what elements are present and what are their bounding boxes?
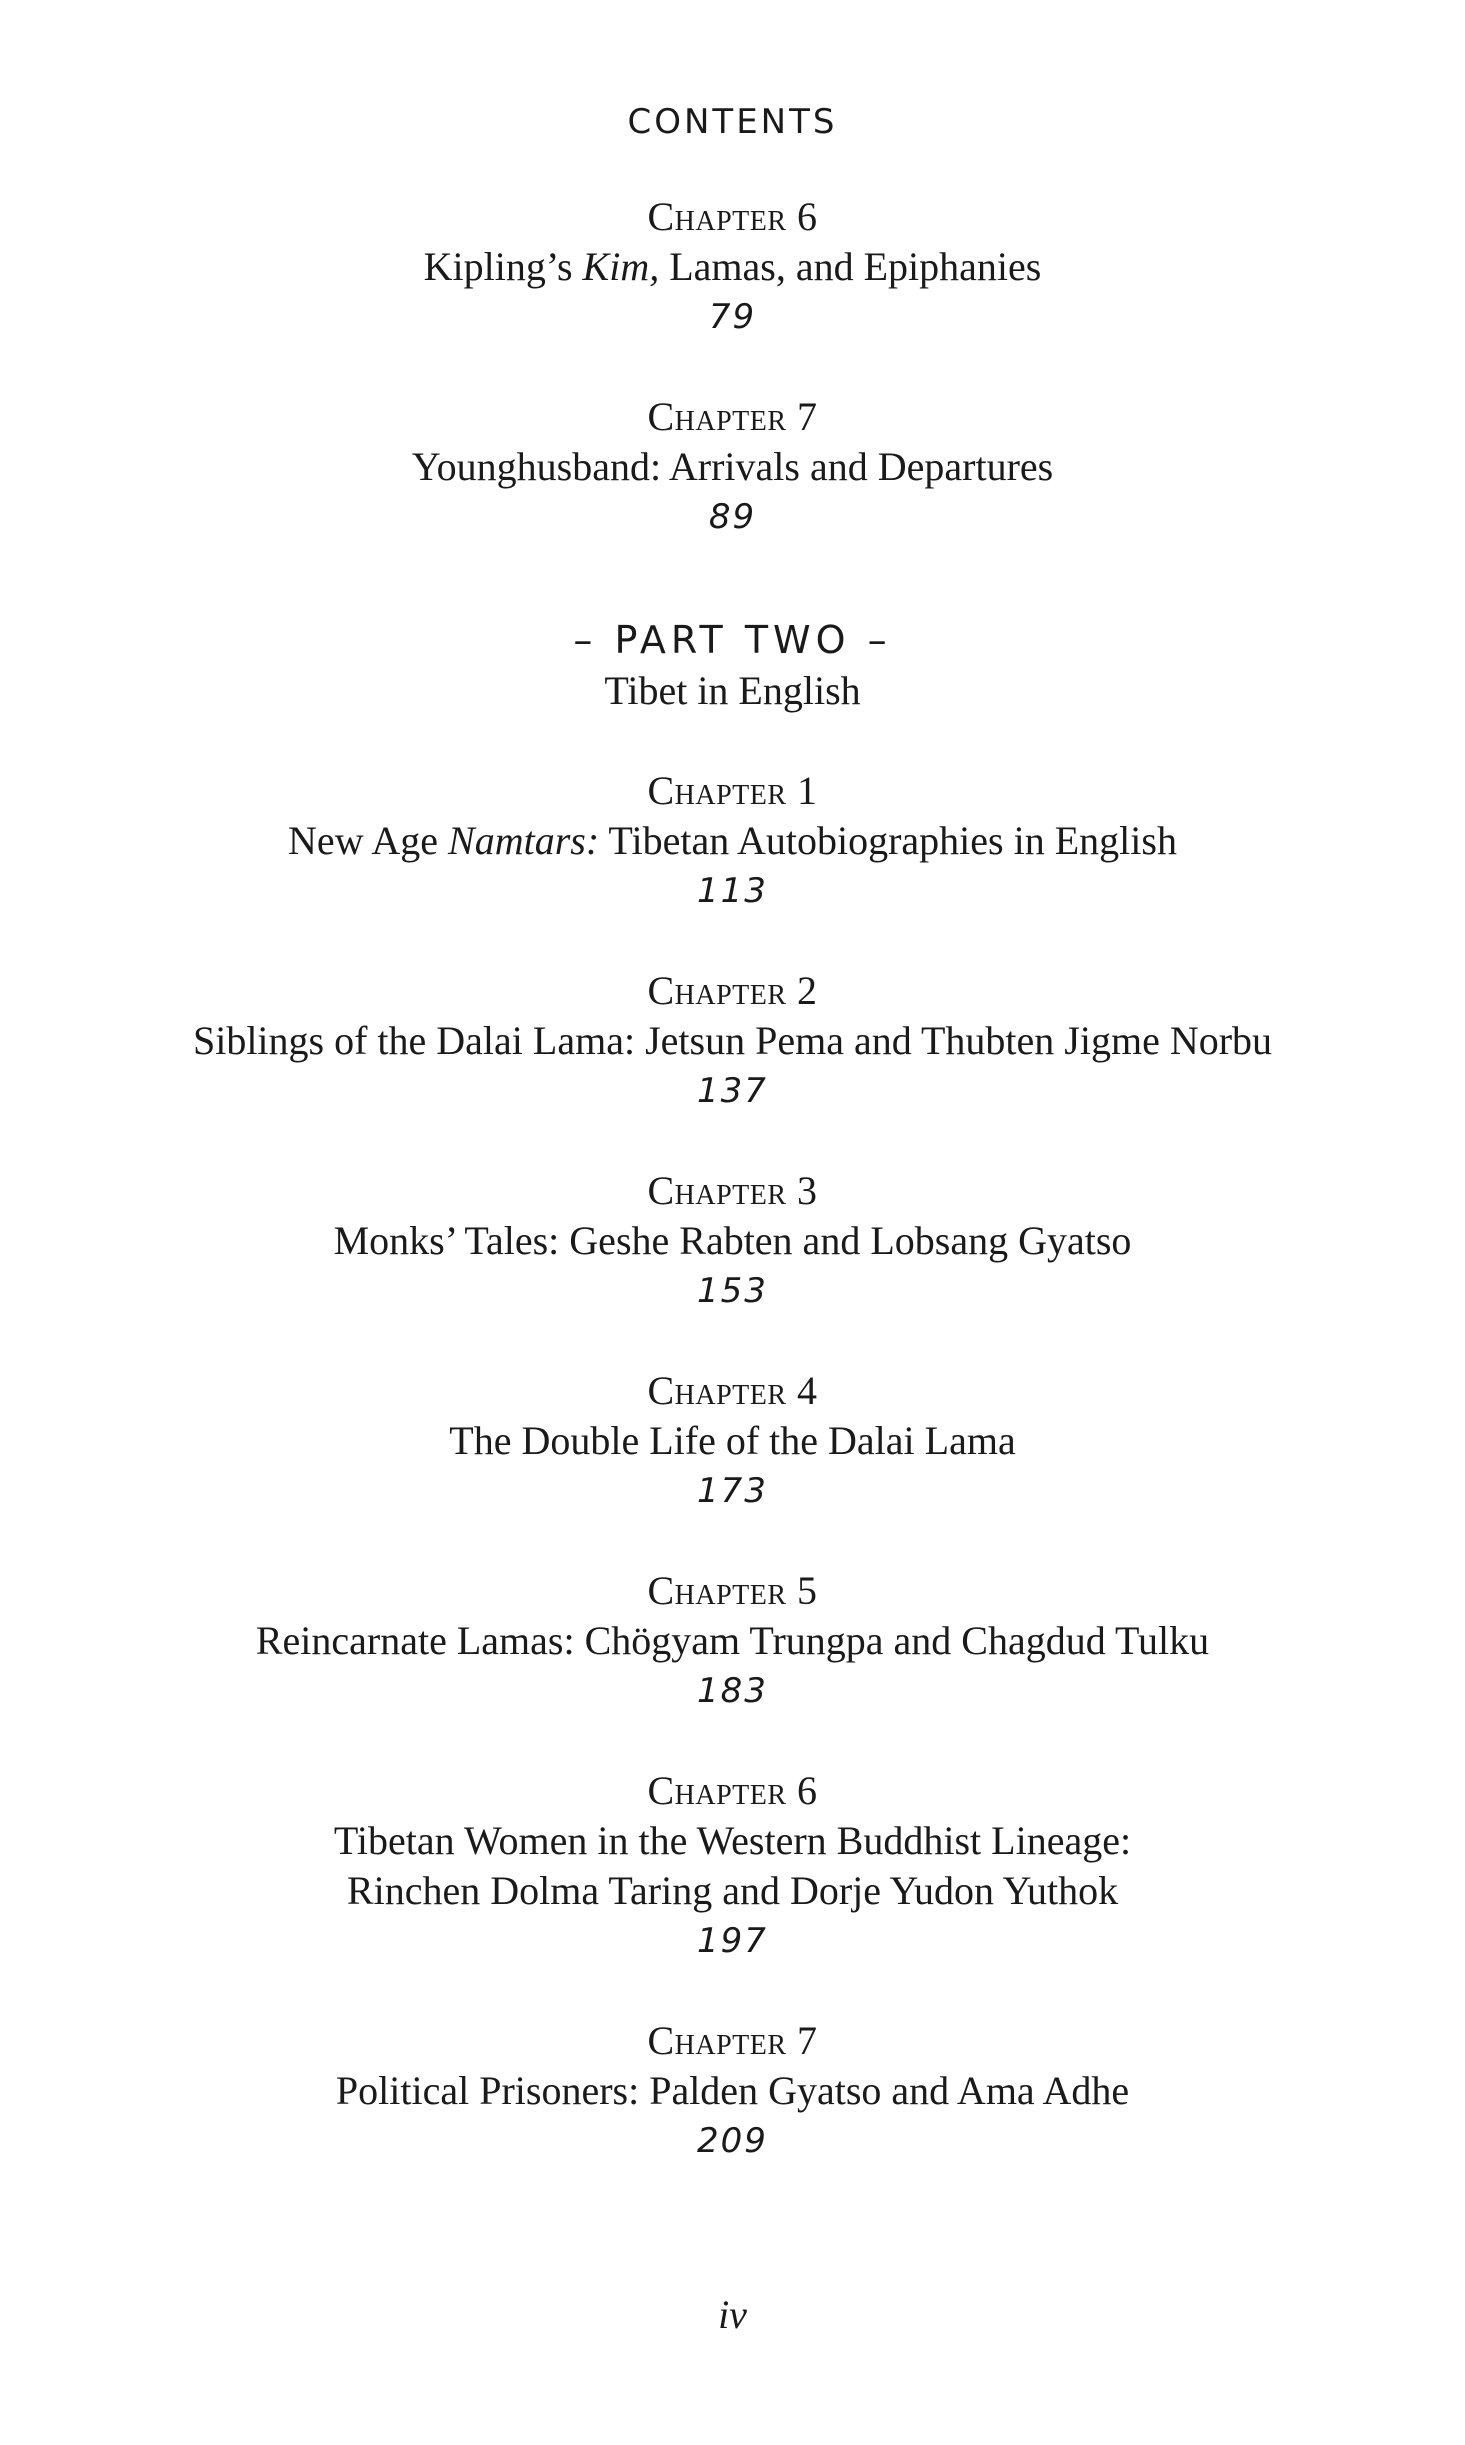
toc-entry-part2-chapter-7 bbox=[0, 2016, 1465, 2166]
chapter-title-part: Kipling’s bbox=[423, 244, 583, 289]
chapter-label: Chapter 4 bbox=[647, 1368, 818, 1413]
page-number: 209 bbox=[697, 2121, 768, 2161]
part-heading bbox=[0, 614, 1465, 716]
toc-entry-part2-chapter-2 bbox=[0, 966, 1465, 1116]
page-number: 113 bbox=[697, 871, 768, 911]
page-number: 137 bbox=[697, 1071, 768, 1111]
toc-entry-part2-chapter-5 bbox=[0, 1566, 1465, 1716]
running-head: CONTENTS bbox=[627, 102, 838, 142]
chapter-title-part: Lamas, and Epiphanies bbox=[659, 244, 1042, 289]
chapter-label: Chapter 6 bbox=[647, 1768, 818, 1813]
chapter-title bbox=[0, 816, 1465, 866]
page-number: 153 bbox=[697, 1271, 768, 1311]
chapter-label: Chapter 2 bbox=[647, 968, 818, 1013]
chapter-title: Reincarnate Lamas: Chögyam Trungpa and Chagdud Tulku bbox=[255, 1618, 1210, 1663]
chapter-title bbox=[0, 242, 1465, 292]
chapter-title-italic: Kim, bbox=[582, 244, 660, 289]
chapter-label: Chapter 5 bbox=[647, 1568, 818, 1613]
part-label: – PART TWO – bbox=[573, 618, 892, 662]
chapter-title-part: New Age bbox=[288, 818, 449, 863]
page-number: 197 bbox=[697, 1921, 768, 1961]
page-number: 183 bbox=[697, 1671, 768, 1711]
toc-entry-part1-chapter-6 bbox=[0, 192, 1465, 342]
chapter-title-line-2: Rinchen Dolma Taring and Dorje Yudon Yuthok bbox=[346, 1868, 1119, 1913]
page-number: 79 bbox=[708, 297, 757, 337]
chapter-title: Younghusband: Arrivals and Departures bbox=[411, 444, 1054, 489]
toc-entry-part2-chapter-1 bbox=[0, 766, 1465, 916]
chapter-label: Chapter 7 bbox=[647, 394, 818, 439]
toc-entry-part2-chapter-3 bbox=[0, 1166, 1465, 1316]
page-folio: iv bbox=[718, 2292, 747, 2337]
toc-entry-part2-chapter-4 bbox=[0, 1366, 1465, 1516]
chapter-label: Chapter 3 bbox=[647, 1168, 818, 1213]
chapter-title-line-1: Tibetan Women in the Western Buddhist Lineage: bbox=[333, 1818, 1132, 1863]
chapter-title: Siblings of the Dalai Lama: Jetsun Pema and Thubten Jigme Norbu bbox=[192, 1018, 1273, 1063]
part-title: Tibet in English bbox=[604, 668, 861, 713]
chapter-title: Political Prisoners: Palden Gyatso and Ama Adhe bbox=[335, 2068, 1130, 2113]
chapter-title: The Double Life of the Dalai Lama bbox=[449, 1418, 1016, 1463]
chapter-label: Chapter 7 bbox=[647, 2018, 818, 2063]
chapter-title-italic: Namtars: bbox=[448, 818, 600, 863]
chapter-title-part: Tibetan Autobiographies in English bbox=[599, 818, 1177, 863]
chapter-label: Chapter 6 bbox=[647, 194, 818, 239]
chapter-title: Monks’ Tales: Geshe Rabten and Lobsang Gyatso bbox=[333, 1218, 1132, 1263]
page-number: 173 bbox=[697, 1471, 768, 1511]
toc-entry-part2-chapter-6 bbox=[0, 1766, 1465, 1966]
toc-entry-part1-chapter-7 bbox=[0, 392, 1465, 542]
page-number: 89 bbox=[708, 497, 757, 537]
chapter-label: Chapter 1 bbox=[647, 768, 818, 813]
